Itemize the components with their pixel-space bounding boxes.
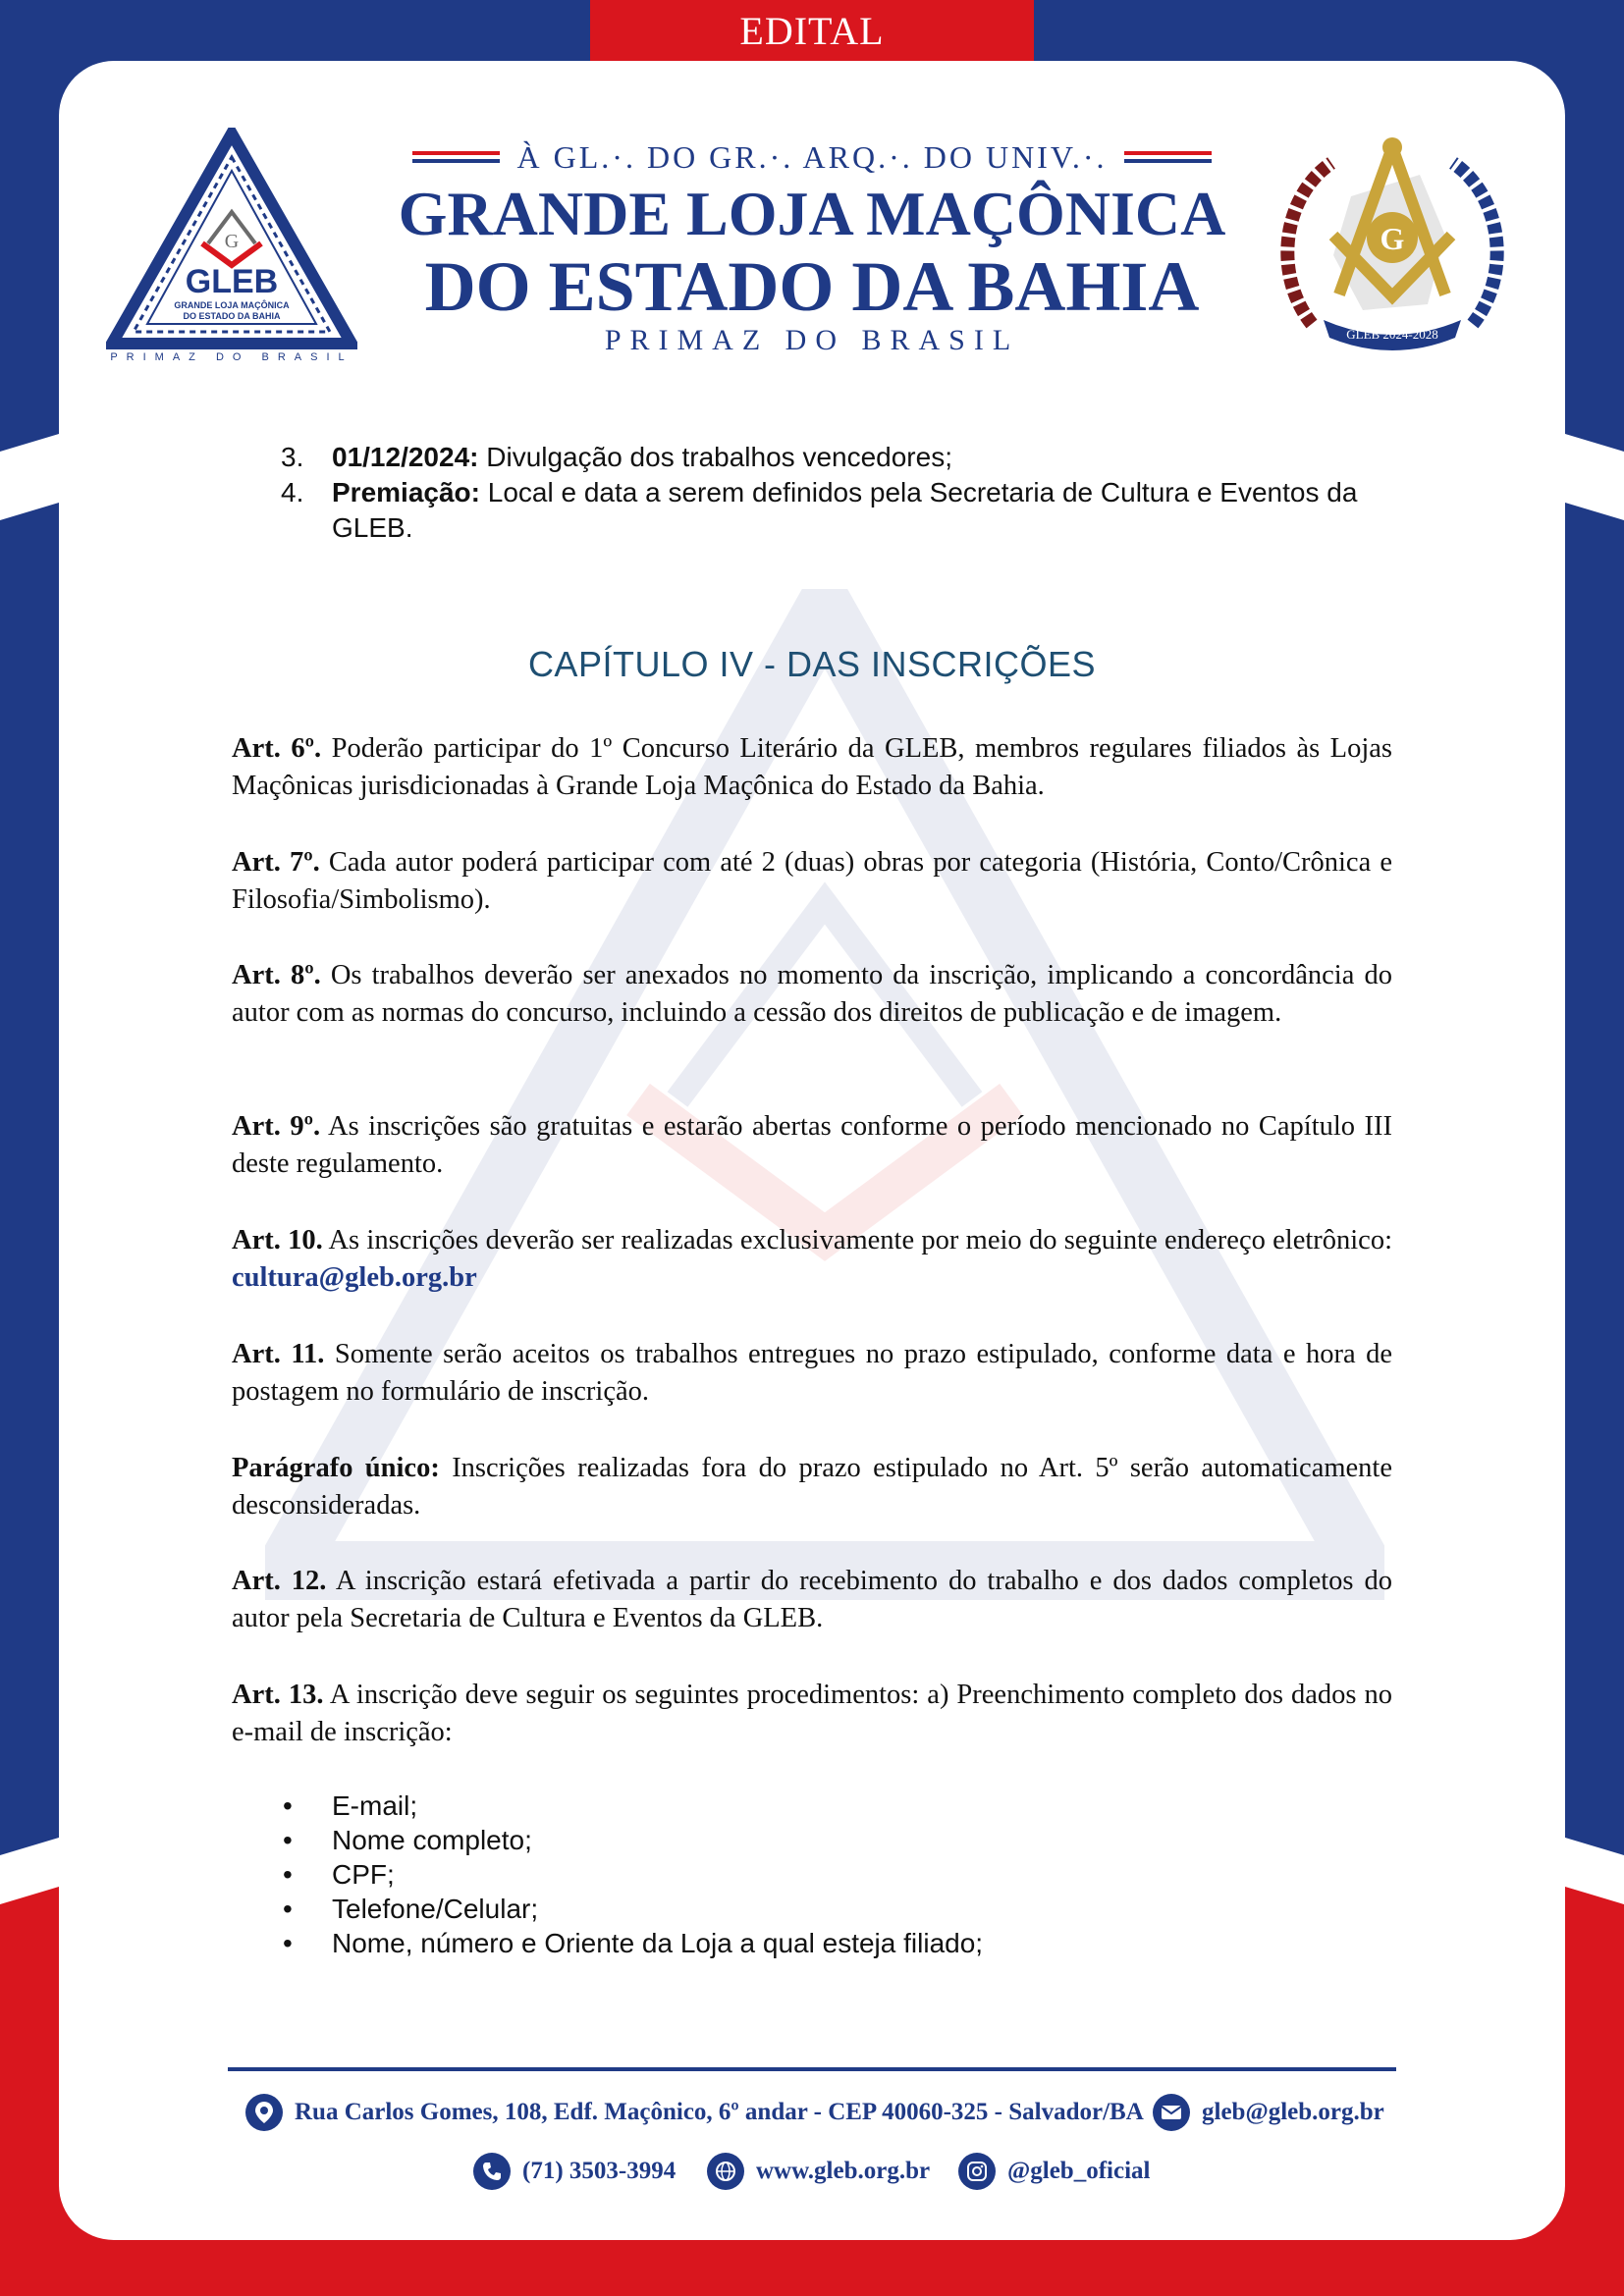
gleb-seal — [1272, 128, 1512, 363]
registration-email-link[interactable]: cultura@gleb.org.br — [232, 1262, 477, 1293]
svg-text:GLEB: GLEB — [185, 263, 279, 300]
svg-text:DO ESTADO DA BAHIA: DO ESTADO DA BAHIA — [183, 311, 281, 321]
article-label: Parágrafo único: — [232, 1453, 440, 1483]
footer-phone-text[interactable]: (71) 3503-3994 — [522, 2158, 677, 2184]
list-item: • CPF; — [281, 1857, 1392, 1892]
header-title-line-2: DO ESTADO DA BAHIA — [424, 247, 1200, 326]
edital-tab: EDITAL — [590, 0, 1034, 61]
footer-email[interactable] — [1153, 2094, 1384, 2131]
article-10 — [232, 1222, 1392, 1297]
svg-text:GRANDE LOJA MAÇÔNICA: GRANDE LOJA MAÇÔNICA — [174, 300, 290, 310]
header-subtitle: PRIMAZ DO BRASIL — [604, 324, 1020, 356]
list-item-number: 3. — [281, 442, 304, 472]
article-11 — [232, 1336, 1392, 1411]
footer-instagram[interactable] — [958, 2153, 1150, 2190]
article-text: Poderão participar do 1º Concurso Literário da GLEB, membros regulares filiados às Lojas Maçônicas jurisdicionadas à Grande Loja Maçônica do Estado da Bahia. — [232, 733, 1392, 801]
header-rule-right — [1124, 151, 1212, 163]
logo-motto: PRIMAZ DO BRASIL — [110, 351, 353, 363]
article-label: Art. 8º. — [232, 960, 321, 990]
list-item: • Nome completo; — [281, 1823, 1392, 1857]
article-text: A inscrição estará efetivada a partir do recebimento do trabalho e dos dados completos do autor pela Secretaria de Cultura e Eventos da GLEB. — [232, 1566, 1392, 1633]
paragrafo-unico — [232, 1450, 1392, 1524]
compass-square-seal-icon — [1272, 128, 1512, 363]
phone-icon — [473, 2153, 511, 2190]
article-text: Inscrições realizadas fora do prazo estipulado no Art. 5º serão automaticamente desconsideradas. — [232, 1453, 1392, 1521]
footer-address-text: Rua Carlos Gomes, 108, Edf. Maçônico, 6º andar - CEP 40060-325 - Salvador/BA — [295, 2099, 1144, 2125]
header-invocation — [412, 133, 1212, 181]
svg-text:GLEB 2024-2028: GLEB 2024-2028 — [1346, 327, 1438, 342]
article-label: Art. 12. — [232, 1566, 327, 1596]
list-item-text: Local e data a serem definidos pela Secretaria de Cultura e Eventos da GLEB. — [332, 477, 1358, 543]
article-text: Os trabalhos deverão ser anexados no momento da inscrição, implicando a concordância do autor com as normas do concurso, incluindo a cessão dos direitos de publicação e de imagem. — [232, 960, 1392, 1028]
article-label: Art. 13. — [232, 1680, 324, 1710]
footer-address — [245, 2094, 1144, 2131]
article-9 — [232, 1108, 1392, 1183]
instagram-icon — [958, 2153, 996, 2190]
header-rule-left — [412, 151, 500, 163]
list-item-label: 01/12/2024: — [332, 442, 479, 472]
list-item: • Telefone/Celular; — [281, 1892, 1392, 1926]
gleb-logo — [106, 128, 357, 369]
article-7 — [232, 844, 1392, 919]
footer-website[interactable] — [707, 2153, 930, 2190]
article-text: As inscrições deverão ser realizadas exclusivamente por meio do seguinte endereço eletrônico: — [322, 1225, 1392, 1255]
location-pin-icon — [245, 2094, 283, 2131]
footer-website-text[interactable]: www.gleb.org.br — [756, 2158, 931, 2184]
list-item-number: 4. — [281, 477, 304, 507]
article-6 — [232, 730, 1392, 805]
article-text: A inscrição deve seguir os seguintes procedimentos: a) Preenchimento completo dos dados no e-mail de inscrição: — [232, 1680, 1392, 1747]
article-12 — [232, 1563, 1392, 1637]
list-item: • Nome, número e Oriente da Loja a qual esteja filiado; — [281, 1926, 1392, 1960]
globe-icon — [707, 2153, 744, 2190]
article-text: Somente serão aceitos os trabalhos entregues no prazo estipulado, conforme data e hora de postagem no formulário de inscrição. — [232, 1339, 1393, 1407]
list-item: • E-mail; — [281, 1789, 1392, 1823]
list-item — [281, 440, 1392, 475]
article-label: Art. 7º. — [232, 847, 320, 878]
footer-phone[interactable] — [473, 2153, 676, 2190]
article-8 — [232, 957, 1392, 1032]
svg-text:G: G — [1380, 221, 1405, 256]
header-invocation-text: À GL.·. DO GR.·. ARQ.·. DO UNIV.·. — [516, 138, 1108, 175]
chapter-title: CAPÍTULO IV - DAS INSCRIÇÕES — [527, 644, 1097, 684]
article-text: As inscrições são gratuitas e estarão abertas conforme o período mencionado no Capítulo III deste regulamento. — [232, 1111, 1392, 1179]
timeline-list — [281, 440, 1392, 546]
triangle-emblem-icon — [106, 128, 357, 349]
article-text: Cada autor poderá participar com até 2 (duas) obras por categoria (História, Conto/Crônica e Filosofia/Simbolismo). — [232, 847, 1392, 915]
footer-instagram-text[interactable]: @gleb_oficial — [1007, 2158, 1151, 2184]
list-item — [281, 475, 1392, 546]
article-13 — [232, 1677, 1392, 1751]
article-label: Art. 10. — [232, 1225, 323, 1255]
article-label: Art. 9º. — [232, 1111, 321, 1142]
list-item-text: Divulgação dos trabalhos vencedores; — [478, 442, 952, 472]
list-item-label: Premiação: — [332, 477, 480, 507]
article-label: Art. 11. — [232, 1339, 325, 1369]
article-label: Art. 6º. — [232, 733, 322, 764]
header-title-line-1: GRANDE LOJA MAÇÔNICA — [398, 179, 1226, 248]
svg-text:G: G — [224, 231, 240, 252]
footer-email-text[interactable]: gleb@gleb.org.br — [1202, 2099, 1384, 2125]
envelope-icon — [1153, 2094, 1190, 2131]
footer-divider — [228, 2067, 1396, 2071]
required-fields-list — [281, 1789, 1392, 1960]
